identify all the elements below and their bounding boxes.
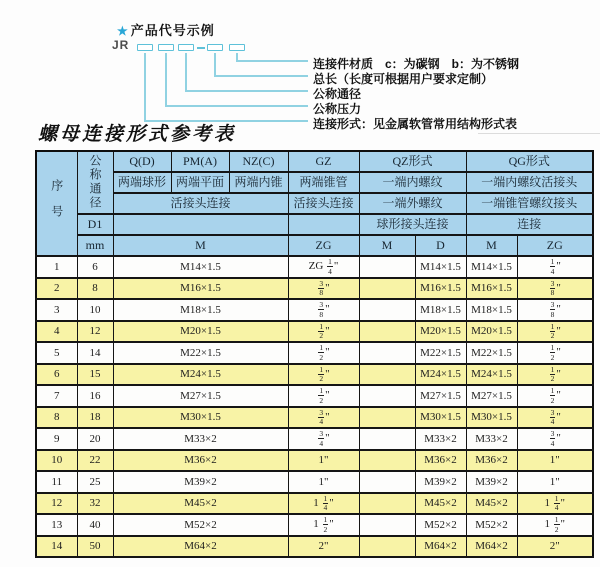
header-qg-zg-unit: ZG (517, 235, 593, 256)
cell-zg: $\frac{3}{8}$ " (288, 278, 359, 300)
cell-seq: 12 (36, 493, 77, 515)
cell-m: M20×1.5 (113, 321, 288, 343)
cell-m: M39×2 (113, 471, 288, 493)
table-row (36, 536, 593, 558)
connector-line (144, 53, 146, 121)
connector-line (185, 90, 308, 92)
cell-seq: 3 (36, 299, 77, 321)
cell-qg_m: M33×2 (466, 428, 517, 450)
cell-qz_d: M39×2 (415, 471, 466, 493)
header-qz-row2: 一端内螺纹 (359, 172, 466, 193)
cell-zg: 1 $\frac{1}{4}$ " (288, 493, 359, 515)
cell-qz_m (359, 278, 415, 300)
cell-zg: ZG $\frac{1}{4}$ " (288, 256, 359, 278)
cell-dn: 22 (77, 450, 113, 472)
cell-qz_m (359, 385, 415, 407)
legend-connection-form: 连接形式：见金属软管常用结构形式表 (313, 117, 518, 131)
reference-table (35, 150, 594, 558)
table-row (36, 256, 593, 278)
table-row (36, 278, 593, 300)
cell-qg_m: M27×1.5 (466, 385, 517, 407)
code-box-2 (158, 44, 174, 51)
cell-dn: 32 (77, 493, 113, 515)
header-mm: mm (77, 235, 113, 256)
cell-qz_d: M36×2 (415, 450, 466, 472)
cell-qz_m (359, 450, 415, 472)
table-row (36, 321, 593, 343)
cell-qg_zg: $\frac{1}{4}$ " (517, 256, 593, 278)
cell-qg_zg: $\frac{1}{2}$ " (517, 342, 593, 364)
cell-qz_d: M22×1.5 (415, 342, 466, 364)
cell-dn: 50 (77, 536, 113, 558)
cell-seq: 1 (36, 256, 77, 278)
header-qg-row3: 一端锥管螺纹接头 (466, 193, 593, 214)
connector-line (165, 53, 167, 106)
cell-qg_m: M64×2 (466, 536, 517, 558)
table-row (36, 364, 593, 386)
cell-qz_m (359, 342, 415, 364)
cell-dn: 18 (77, 407, 113, 429)
cell-dn: 12 (77, 321, 113, 343)
header-pm-code: PM(A) (171, 151, 229, 172)
cell-qz_m (359, 364, 415, 386)
cell-seq: 10 (36, 450, 77, 472)
table-header (36, 151, 593, 256)
cell-qg_m: M20×1.5 (466, 321, 517, 343)
cell-seq: 4 (36, 321, 77, 343)
cell-qg_m: M30×1.5 (466, 407, 517, 429)
header-qz-m-unit: M (359, 235, 415, 256)
cell-m: M14×1.5 (113, 256, 288, 278)
nut-connection-table (35, 150, 594, 558)
cell-m: M52×2 (113, 514, 288, 536)
cell-qz_d: M20×1.5 (415, 321, 466, 343)
cell-dn: 10 (77, 299, 113, 321)
cell-qg_m: M14×1.5 (466, 256, 517, 278)
cell-seq: 7 (36, 385, 77, 407)
legend-nominal-diameter: 公称通径 (313, 87, 362, 101)
cell-qz_d: M27×1.5 (415, 385, 466, 407)
header-d1: D1 (77, 214, 113, 235)
connector-line (185, 53, 187, 91)
cell-m: M36×2 (113, 450, 288, 472)
cell-qz_m (359, 321, 415, 343)
cell-qz_m (359, 471, 415, 493)
cell-qz_d: M24×1.5 (415, 364, 466, 386)
cell-dn: 8 (77, 278, 113, 300)
code-dash (197, 47, 205, 49)
cell-qz_d: M52×2 (415, 514, 466, 536)
cell-zg: $\frac{1}{2}$ " (288, 321, 359, 343)
cell-dn: 20 (77, 428, 113, 450)
star-icon: ★ (117, 24, 129, 38)
header-gz-code: GZ (288, 151, 359, 172)
header-q-desc: 两端球形 (113, 172, 171, 193)
header-qz-title: QZ形式 (359, 151, 466, 172)
table-row (36, 342, 593, 364)
cell-zg: $\frac{3}{4}$ " (288, 407, 359, 429)
diagram-heading-text: 产品代号示例 (130, 23, 215, 38)
cell-dn: 16 (77, 385, 113, 407)
cell-qg_zg: $\frac{3}{8}$ " (517, 278, 593, 300)
cell-zg: $\frac{3}{4}$ " (288, 428, 359, 450)
connector-line (236, 60, 308, 62)
cell-qg_zg: 1 $\frac{1}{4}$ " (517, 493, 593, 515)
cell-m: M45×2 (113, 493, 288, 515)
cell-qz_m (359, 514, 415, 536)
header-nz-code: NZ(C) (229, 151, 288, 172)
cell-qz_m (359, 493, 415, 515)
header-m-unit: M (113, 235, 288, 256)
header-qz-row3: 一端外螺纹 (359, 193, 466, 214)
cell-qg_zg: $\frac{1}{2}$ " (517, 364, 593, 386)
diagram-heading (117, 20, 215, 39)
cell-seq: 8 (36, 407, 77, 429)
table-row (36, 428, 593, 450)
cell-qg_zg: 1" (517, 471, 593, 493)
cell-zg: 1" (288, 450, 359, 472)
cell-qg_zg: $\frac{3}{4}$ " (517, 407, 593, 429)
code-box-3 (178, 44, 194, 51)
cell-qg_m: M24×1.5 (466, 364, 517, 386)
legend-nominal-pressure: 公称压力 (313, 102, 362, 116)
cell-qz_d: M18×1.5 (415, 299, 466, 321)
header-empty-union (113, 214, 288, 235)
cell-qg_zg: $\frac{1}{2}$ " (517, 385, 593, 407)
table-row (36, 471, 593, 493)
cell-qz_m (359, 299, 415, 321)
header-pm-desc: 两端平面 (171, 172, 229, 193)
table-row (36, 299, 593, 321)
cell-m: M24×1.5 (113, 364, 288, 386)
cell-dn: 15 (77, 364, 113, 386)
code-box-4 (207, 44, 223, 51)
cell-qg_zg: 2" (517, 536, 593, 558)
cell-dn: 6 (77, 256, 113, 278)
header-qg-row4: 连接 (466, 214, 593, 235)
cell-qz_d: M33×2 (415, 428, 466, 450)
connector-line (214, 75, 308, 77)
table-title: 螺母连接形式参考表 (38, 124, 237, 145)
header-qg-row2: 一端内螺纹活接头 (466, 172, 593, 193)
cell-qg_m: M36×2 (466, 450, 517, 472)
cell-m: M18×1.5 (113, 299, 288, 321)
cell-zg: $\frac{1}{2}$ " (288, 342, 359, 364)
cell-seq: 9 (36, 428, 77, 450)
legend-total-length: 总长（长度可根据用户要求定制） (313, 72, 494, 86)
header-gz-unit: ZG (288, 235, 359, 256)
table-row (36, 514, 593, 536)
cell-qz_d: M30×1.5 (415, 407, 466, 429)
cell-seq: 13 (36, 514, 77, 536)
header-empty-gz (288, 214, 359, 235)
header-qz-row4: 球形接头连接 (359, 214, 466, 235)
cell-qg_zg: 1" (517, 450, 593, 472)
header-gz-row3: 活接头连接 (288, 193, 359, 214)
cell-seq: 5 (36, 342, 77, 364)
cell-qz_d: M14×1.5 (415, 256, 466, 278)
table-row (36, 493, 593, 515)
cell-zg: 2" (288, 536, 359, 558)
legend-material: 连接件材质 c：为碳钢 b：为不锈钢 (313, 57, 520, 71)
header-qz-d-unit: D (415, 235, 466, 256)
cell-qg_m: M22×1.5 (466, 342, 517, 364)
cell-zg: 1" (288, 471, 359, 493)
cell-qg_m: M45×2 (466, 493, 517, 515)
cell-m: M33×2 (113, 428, 288, 450)
header-nz-desc: 两端内锥 (229, 172, 288, 193)
cell-zg: $\frac{3}{8}$ " (288, 299, 359, 321)
product-code-prefix: JR (112, 38, 130, 52)
cell-qz_m (359, 428, 415, 450)
cell-dn: 25 (77, 471, 113, 493)
table-row (36, 407, 593, 429)
cell-seq: 14 (36, 536, 77, 558)
table-row (36, 385, 593, 407)
cell-zg: $\frac{1}{2}$ " (288, 385, 359, 407)
cell-qz_m (359, 536, 415, 558)
table-body (36, 256, 593, 557)
connector-line (214, 53, 216, 76)
cell-qg_zg: $\frac{1}{2}$ " (517, 321, 593, 343)
code-box-5 (229, 44, 245, 51)
cell-m: M22×1.5 (113, 342, 288, 364)
cell-seq: 2 (36, 278, 77, 300)
scan-artifact-line (478, 133, 600, 134)
header-union-row3: 活接头连接 (113, 193, 288, 214)
header-q-code: Q(D) (113, 151, 171, 172)
cell-qg_zg: 1 $\frac{1}{2}$ " (517, 514, 593, 536)
cell-m: M27×1.5 (113, 385, 288, 407)
table-row (36, 450, 593, 472)
header-qg-title: QG形式 (466, 151, 593, 172)
cell-qg_zg: $\frac{3}{8}$ " (517, 299, 593, 321)
header-gz-desc: 两端锥管 (288, 172, 359, 193)
cell-zg: $\frac{1}{2}$ " (288, 364, 359, 386)
cell-qg_zg: $\frac{3}{4}$ " (517, 428, 593, 450)
cell-qg_m: M16×1.5 (466, 278, 517, 300)
cell-zg: 1 $\frac{1}{2}$ " (288, 514, 359, 536)
code-box-1 (137, 44, 153, 51)
cell-m: M30×1.5 (113, 407, 288, 429)
cell-qz_m (359, 256, 415, 278)
header-qg-m-unit: M (466, 235, 517, 256)
cell-qz_d: M64×2 (415, 536, 466, 558)
header-seq: 序号 (36, 151, 77, 256)
connector-line (165, 105, 308, 107)
cell-qg_m: M52×2 (466, 514, 517, 536)
cell-qz_d: M45×2 (415, 493, 466, 515)
cell-qz_d: M16×1.5 (415, 278, 466, 300)
cell-dn: 14 (77, 342, 113, 364)
cell-m: M64×2 (113, 536, 288, 558)
cell-qg_m: M18×1.5 (466, 299, 517, 321)
cell-qg_m: M39×2 (466, 471, 517, 493)
header-dn: 公称通径 (77, 151, 113, 214)
cell-seq: 11 (36, 471, 77, 493)
cell-dn: 40 (77, 514, 113, 536)
cell-seq: 6 (36, 364, 77, 386)
cell-qz_m (359, 407, 415, 429)
cell-m: M16×1.5 (113, 278, 288, 300)
